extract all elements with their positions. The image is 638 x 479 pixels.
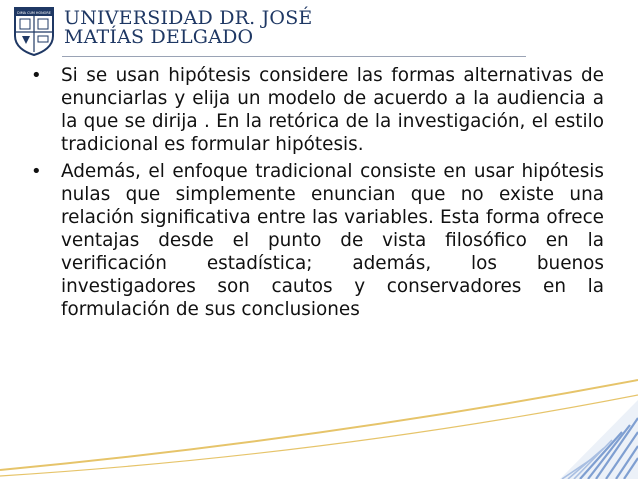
- bullet-list: [31, 64, 604, 325]
- university-seal-icon: [12, 6, 56, 56]
- bullet-item-2: • Además, el enfoque tradicional consiste en usar hipótesis nulas que simplemente enuncian que no existe una relación significativa entre las variables. Esta forma ofrece ventajas desde el punto de vista filosófico en la verificación estadística; además, los buenos investigadores son cautos y conservadores en la formulación de sus conclusiones: [31, 160, 604, 321]
- header-divider: [62, 56, 526, 57]
- bullet-item-1: • Si se usan hipótesis considere las formas alternativas de enunciarlas y elija un modelo de acuerdo a la audiencia a la que se dirija . En la retórica de la investigación, el estilo tradicional es formular hipótesis.: [31, 64, 604, 156]
- university-name-line2: MATÍAS DELGADO: [64, 26, 254, 48]
- university-name-line1: UNIVERSIDAD DR. JOSÉ: [64, 7, 313, 29]
- svg-text:DIMA CUM HONORE: DIMA CUM HONORE: [17, 11, 51, 15]
- university-name: [64, 9, 313, 47]
